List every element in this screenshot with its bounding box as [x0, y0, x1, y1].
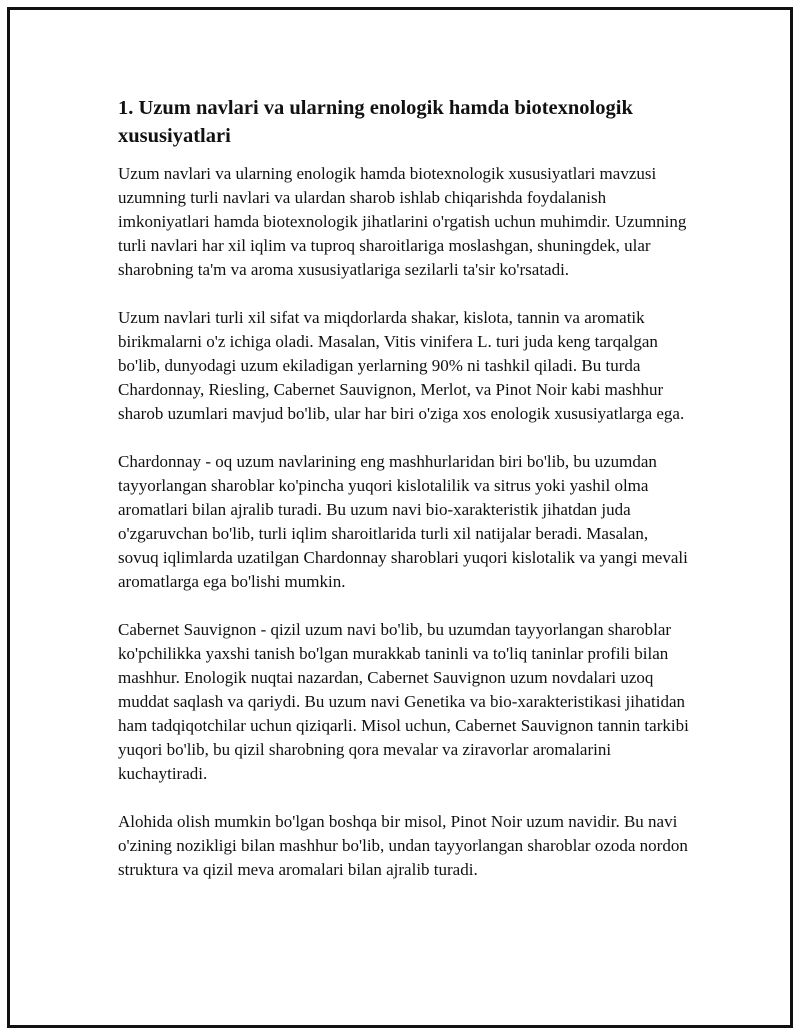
paragraph-intro: Uzum navlari va ularning enologik hamda biotexnologik xususiyatlari mavzusi uzumning turli navlari va ulardan sharob ishlab chiqarishda foydalanish imkoniyatlari hamda biotexnologik jihatlarini o'rgatish uchun muhimdir. Uzumning turli navlari har xil iqlim va tuproq sharoitlariga moslashgan, shuningdek, ular sharobning ta'm va aroma xususiyatlariga sezilarli ta'sir ko'rsatadi. [118, 164, 687, 279]
paragraph-pinot-noir: Alohida olish mumkin bo'lgan boshqa bir misol, Pinot Noir uzum navidir. Bu navi o'zining nozikligi bilan mashhur bo'lib, undan tayyorlangan sharoblar ozoda nordon struktura va qizil meva aromalari bilan ajralib turadi. [118, 812, 688, 879]
paragraph-grape-varieties: Uzum navlari turli xil sifat va miqdorlarda shakar, kislota, tannin va aromatik birikmalarni o'z ichiga oladi. Masalan, Vitis vinifera L. turi juda keng tarqalgan bo'lib, dunyodagi uzum ekiladigan yerlarning 90% ni tashkil qiladi. Bu turda Chardonnay, Riesling, Cabernet Sauvignon, Merlot, va Pinot Noir kabi mashhur sharob uzumlari mavjud bo'lib, ular har biri o'ziga xos enologik xususiyatlarga ega. [118, 308, 685, 423]
document-body [118, 94, 690, 906]
paragraph-chardonnay: Chardonnay - oq uzum navlarining eng mashhurlaridan biri bo'lib, bu uzumdan tayyorlangan sharoblar ko'pincha yuqori kislotalilik va sitrus yoki yashil olma aromatlari bilan ajralib turadi. Bu uzum navi bio-xarakteristik jihatdan juda o'zgaruvchan bo'lib, turli iqlim sharoitlarida turli xil natijalar beradi. Masalan, sovuq iqlimlarda uzatilgan Chardonnay sharoblari yuqori kislotalik va yangi mevali aromatlarga ega bo'lishi mumkin. [118, 452, 688, 591]
section-heading: 1. Uzum navlari va ularning enologik hamda biotexnologik xususiyatlari [118, 97, 633, 147]
paragraph-cabernet-sauvignon: Cabernet Sauvignon - qizil uzum navi bo'lib, bu uzumdan tayyorlangan sharoblar ko'pchilikka yaxshi tanish bo'lgan murakkab taninli va to'liq taninlar profili bilan mashhur. Enologik nuqtai nazardan, Cabernet Sauvignon uzum novdalari uzoq muddat saqlash va qariydi. Bu uzum navi Genetika va bio-xarakteristikasi jihatidan ham tadqiqotchilar uchun qiziqarli. Misol uchun, Cabernet Sauvignon tannin tarkibi yuqori bo'lib, bu qizil sharobning qora mevalar va ziravorlar aromalarini kuchaytiradi. [118, 620, 689, 783]
